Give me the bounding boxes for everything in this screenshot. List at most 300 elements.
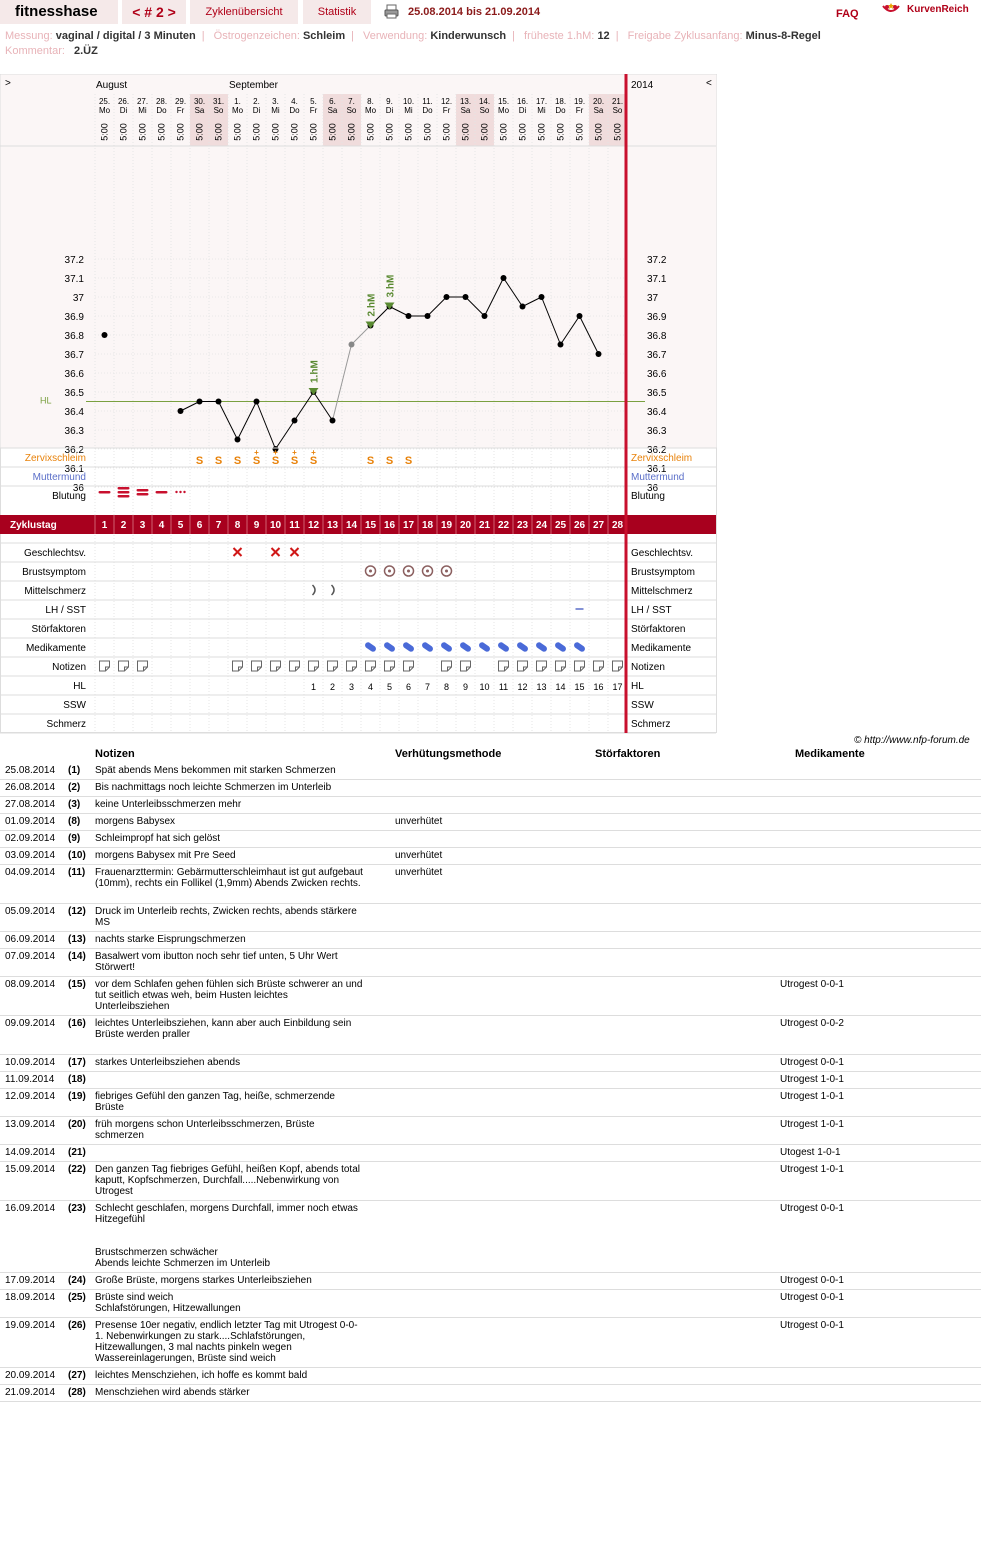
- cycle-day-number: 23: [516, 520, 529, 531]
- breast-symptom-dot: [445, 570, 448, 573]
- measurement-info: Messung: vaginal / digital / 3 Minuten | Östrogenzeichen: Schleim | Verwendung: Kinderwunsch | früheste 1.hM: 12 | Freigabe Zyklusanfang: Minus-8-Regel: [5, 30, 821, 42]
- day-date: 13.: [459, 97, 472, 106]
- measurement-time: 5:00: [479, 123, 490, 141]
- note-medication: Utrogest 0-0-1: [780, 1057, 844, 1068]
- note-date: 03.09.2014: [5, 850, 56, 861]
- row-label-right: Brustsymptom: [631, 567, 695, 578]
- cervix-symbol: S: [233, 455, 242, 467]
- day-date: 26.: [117, 97, 130, 106]
- day-weekday: Di: [385, 106, 394, 115]
- note-text: leichtes Unterleibsziehen, kann aber auch Einbildung sein Brüste werden praller: [95, 1018, 352, 1040]
- note-row: [0, 1088, 981, 1117]
- measurement-time: 5:00: [270, 123, 281, 141]
- measurement-time: 5:00: [422, 123, 433, 141]
- measurement-time: 5:00: [555, 123, 566, 141]
- temp-point: [292, 418, 298, 424]
- cycle-day-number: 17: [402, 520, 415, 531]
- note-cycle-day: (17): [68, 1057, 86, 1068]
- temp-point: [330, 418, 336, 424]
- measurement-time: 5:00: [498, 123, 509, 141]
- day-date: 28.: [155, 97, 168, 106]
- day-weekday: Do: [156, 106, 167, 115]
- temp-point: [197, 399, 203, 405]
- month-label: August: [96, 80, 128, 91]
- measurement-time: 5:00: [156, 123, 167, 141]
- temp-tick-right: 36.6: [647, 369, 667, 380]
- note-cycle-day: (2): [68, 782, 81, 793]
- day-weekday: Do: [422, 106, 433, 115]
- measurement-time: 5:00: [460, 123, 471, 141]
- freigabe-label: Freigabe Zyklusanfang:: [627, 30, 743, 42]
- measurement-time: 5:00: [346, 123, 357, 141]
- oestrogen-value: Schleim: [302, 30, 346, 42]
- cervix-plus: +: [292, 448, 297, 457]
- day-date: 6.: [329, 97, 336, 106]
- row-label-right: Schmerz: [631, 719, 671, 730]
- note-row: [0, 976, 981, 1016]
- note-row: [0, 1367, 981, 1385]
- note-row: [0, 1161, 981, 1201]
- row-label-right: Muttermund: [631, 472, 685, 483]
- note-cycle-day: (1): [68, 765, 81, 776]
- temp-tick-left: 36: [72, 483, 84, 494]
- notes-header-verhuetung: Verhütungsmethode: [395, 748, 502, 760]
- note-row: [0, 903, 981, 932]
- temp-tick-left: 36.4: [64, 407, 84, 418]
- cycle-chart: [0, 74, 720, 734]
- note-date: 04.09.2014: [5, 867, 56, 878]
- temp-tick-right: 36.2: [647, 445, 667, 456]
- day-weekday: Fr: [575, 106, 584, 115]
- measurement-time: 5:00: [441, 123, 452, 141]
- note-text: Menschziehen wird abends stärker: [95, 1387, 250, 1398]
- note-text: morgens Babysex mit Pre Seed: [95, 850, 236, 861]
- temp-point: [577, 313, 583, 319]
- note-row: [0, 864, 981, 904]
- note-row: [0, 1054, 981, 1072]
- temp-tick-right: 36.9: [647, 312, 667, 323]
- day-date: 30.: [193, 97, 206, 106]
- cycle-day-label: Zyklustag: [10, 520, 57, 531]
- temp-tick-left: 37.2: [64, 255, 84, 266]
- kurvenreich-link[interactable]: KurvenReich: [907, 4, 969, 15]
- day-date: 31.: [212, 97, 225, 106]
- row-label-left: Störfaktoren: [31, 624, 86, 635]
- note-cycle-day: (23): [68, 1203, 86, 1214]
- note-text: Druck im Unterleib rechts, Zwicken rechts, abends stärkere MS: [95, 906, 357, 928]
- hl-count: 6: [405, 682, 412, 692]
- temp-tick-left: 36.6: [64, 369, 84, 380]
- cervix-symbol: S: [385, 455, 394, 467]
- kurvenreich-logo-icon[interactable]: [881, 2, 901, 18]
- note-date: 17.09.2014: [5, 1275, 56, 1286]
- day-weekday: Mo: [497, 106, 510, 115]
- temp-tick-left: 36.2: [64, 445, 84, 456]
- measurement-time: 5:00: [137, 123, 148, 141]
- temp-tick-left: 37.1: [64, 274, 84, 285]
- day-weekday: Do: [555, 106, 566, 115]
- kommentar-label: Kommentar:: [5, 45, 65, 57]
- temp-point: [501, 275, 507, 281]
- note-medication: Utrogest 1-0-1: [780, 1119, 844, 1130]
- note-cycle-day: (8): [68, 816, 81, 827]
- measurement-time: 5:00: [118, 123, 129, 141]
- note-row: [0, 1144, 981, 1162]
- printer-icon[interactable]: [384, 4, 399, 19]
- day-date: 18.: [554, 97, 567, 106]
- hl-count: 7: [424, 682, 431, 692]
- note-contraception: unverhütet: [395, 850, 443, 861]
- hl-count: 11: [498, 682, 509, 692]
- verwendung-label: Verwendung:: [363, 30, 428, 42]
- breast-symptom-dot: [369, 570, 372, 573]
- cycle-day-number: 5: [177, 520, 184, 531]
- note-date: 18.09.2014: [5, 1292, 56, 1303]
- hl-count: 17: [612, 682, 623, 692]
- row-label-right: HL: [631, 681, 644, 692]
- messung-value: vaginal / digital / 3 Minuten: [55, 30, 196, 42]
- temp-point: [235, 437, 241, 443]
- note-cycle-day: (24): [68, 1275, 86, 1286]
- bleeding-mark: [118, 491, 130, 494]
- note-row: [0, 1289, 981, 1318]
- row-label-right: Notizen: [631, 662, 665, 673]
- note-date: 05.09.2014: [5, 906, 56, 917]
- temp-tick-left: 36.1: [64, 464, 84, 475]
- note-date: 14.09.2014: [5, 1147, 56, 1158]
- note-row: [0, 948, 981, 977]
- temp-tick-right: 37.1: [647, 274, 667, 285]
- measurement-time: 5:00: [194, 123, 205, 141]
- breast-symptom-dot: [407, 570, 410, 573]
- day-date: 15.: [497, 97, 510, 106]
- measurement-time: 5:00: [517, 123, 528, 141]
- faq-link[interactable]: FAQ: [836, 8, 859, 20]
- measurement-time: 5:00: [574, 123, 585, 141]
- temp-point: [463, 294, 469, 300]
- day-date: 20.: [592, 97, 605, 106]
- hl-count: 12: [517, 682, 528, 692]
- bleeding-mark: [137, 489, 149, 492]
- note-date: 15.09.2014: [5, 1164, 56, 1175]
- day-date: 10.: [402, 97, 415, 106]
- tab-statistics[interactable]: Statistik: [303, 0, 371, 24]
- tab-cycles-overview[interactable]: Zyklenübersicht: [190, 0, 298, 24]
- cycle-day-number: 6: [196, 520, 203, 531]
- bleeding-mark: [118, 495, 130, 498]
- note-cycle-day: (9): [68, 833, 81, 844]
- day-weekday: Sa: [194, 106, 205, 115]
- note-cycle-day: (19): [68, 1091, 86, 1102]
- note-cycle-day: (22): [68, 1164, 86, 1175]
- brand-title: fitnesshase: [0, 0, 118, 24]
- temp-point: [520, 304, 526, 310]
- note-date: 27.08.2014: [5, 799, 56, 810]
- note-text: Spät abends Mens bekommen mit starken Schmerzen: [95, 765, 336, 776]
- day-date: 7.: [348, 97, 355, 106]
- cycle-day-number: 7: [215, 520, 222, 531]
- note-text: Schleimpropf hat sich gelöst: [95, 833, 221, 844]
- day-weekday: So: [612, 106, 623, 115]
- note-date: 13.09.2014: [5, 1119, 56, 1130]
- note-row: [0, 830, 981, 848]
- note-date: 19.09.2014: [5, 1320, 56, 1331]
- temp-tick-right: 36.3: [647, 426, 667, 437]
- day-weekday: Fr: [442, 106, 451, 115]
- temp-point: [254, 399, 260, 405]
- day-weekday: Di: [518, 106, 527, 115]
- temp-tick-right: 37.2: [647, 255, 667, 266]
- note-row: [0, 779, 981, 797]
- day-weekday: Mo: [98, 106, 111, 115]
- note-medication: Utrogest 0-0-1: [780, 1275, 844, 1286]
- note-row: [0, 847, 981, 865]
- day-date: 3.: [272, 97, 279, 106]
- day-date: 25.: [98, 97, 111, 106]
- cycle-day-number: 27: [592, 520, 605, 531]
- temp-tick-right: 36.4: [647, 407, 667, 418]
- note-medication: Utrogest 0-0-2: [780, 1018, 844, 1029]
- cycle-day-number: 4: [158, 520, 165, 531]
- temp-tick-left: 36.5: [64, 388, 84, 399]
- note-date: 11.09.2014: [5, 1074, 55, 1085]
- notes-header-stoerfaktoren: Störfaktoren: [595, 748, 661, 760]
- note-medication: Utrogest 0-0-1: [780, 1292, 844, 1303]
- row-label-right: Störfaktoren: [631, 624, 686, 635]
- day-weekday: Mi: [404, 106, 413, 115]
- day-date: 19.: [573, 97, 586, 106]
- hl-count: 10: [479, 682, 490, 692]
- hl-count: 1: [310, 682, 317, 692]
- cervix-symbol: S: [404, 455, 413, 467]
- note-text: fiebriges Gefühl den ganzen Tag, heiße, schmerzende Brüste: [95, 1091, 335, 1113]
- breast-symptom-dot: [426, 570, 429, 573]
- temp-point: [349, 342, 355, 348]
- note-text: Schlecht geschlafen, morgens Durchfall, immer noch etwas Hitzegefühl Brustschmerzen schwächer Abends leichte Schmerzen im Unterleib: [95, 1203, 358, 1269]
- day-date: 29.: [174, 97, 187, 106]
- row-label-right: Geschlechtsv.: [631, 548, 694, 559]
- day-weekday: Fr: [309, 106, 318, 115]
- cycle-day-number: 25: [554, 520, 567, 531]
- day-weekday: Mo: [364, 106, 377, 115]
- cycle-day-number: 8: [234, 520, 241, 531]
- measurement-time: 5:00: [327, 123, 338, 141]
- temp-tick-right: 36.1: [647, 464, 667, 475]
- cycle-day-number: 22: [497, 520, 510, 531]
- day-date: 27.: [136, 97, 149, 106]
- note-row: [0, 1317, 981, 1368]
- cycle-day-number: 28: [611, 520, 624, 531]
- hl-label: HL: [40, 395, 52, 406]
- notes-header-notizen: Notizen: [95, 748, 135, 760]
- bleeding-mark: [99, 491, 111, 494]
- chart-next-button[interactable]: <: [706, 78, 712, 89]
- measurement-time: 5:00: [251, 123, 262, 141]
- note-text: nachts starke Eisprungschmerzen: [95, 934, 246, 945]
- note-row: [0, 1272, 981, 1290]
- cycle-day-number: 2: [120, 520, 127, 531]
- day-weekday: Sa: [327, 106, 338, 115]
- cervix-symbol: S: [366, 455, 375, 467]
- temp-point: [102, 332, 108, 338]
- note-date: 21.09.2014: [5, 1387, 56, 1398]
- hm-value: 12: [597, 30, 610, 42]
- cycle-day-number: 14: [345, 520, 358, 531]
- day-weekday: Sa: [460, 106, 471, 115]
- note-row: [0, 1200, 981, 1273]
- temp-tick-left: 36.9: [64, 312, 84, 323]
- note-cycle-day: (11): [68, 867, 86, 878]
- day-weekday: So: [213, 106, 224, 115]
- temp-tick-right: 36.8: [647, 331, 667, 342]
- cycle-day-number: 9: [253, 520, 260, 531]
- bleeding-spotting: [183, 491, 185, 493]
- note-cycle-day: (16): [68, 1018, 86, 1029]
- date-range: 25.08.2014 bis 21.09.2014: [408, 6, 541, 18]
- cervix-symbol: S: [214, 455, 223, 467]
- note-date: 09.09.2014: [5, 1018, 56, 1029]
- note-row: [0, 1071, 981, 1089]
- temp-tick-right: 37: [647, 293, 659, 304]
- measurement-time: 5:00: [536, 123, 547, 141]
- note-cycle-day: (26): [68, 1320, 86, 1331]
- temp-tick-left: 37: [72, 293, 84, 304]
- day-date: 4.: [291, 97, 298, 106]
- row-label-right: Mittelschmerz: [631, 586, 693, 597]
- note-date: 02.09.2014: [5, 833, 56, 844]
- hm-label: 3.hM: [385, 274, 397, 298]
- cycle-day-number: 18: [421, 520, 434, 531]
- day-date: 14.: [478, 97, 491, 106]
- cervix-symbol: S: [271, 455, 280, 467]
- cervix-symbol: S: [309, 455, 318, 467]
- cycle-day-number: 1: [101, 520, 108, 531]
- note-cycle-day: (3): [68, 799, 81, 810]
- temp-point: [539, 294, 545, 300]
- day-weekday: Fr: [176, 106, 185, 115]
- day-weekday: Sa: [593, 106, 604, 115]
- note-text: früh morgens schon Unterleibsschmerzen, Brüste schmerzen: [95, 1119, 315, 1141]
- kommentar-value: 2.ÜZ: [73, 45, 98, 57]
- note-text: starkes Unterleibsziehen abends: [95, 1057, 241, 1068]
- temp-tick-right: 36: [647, 483, 659, 494]
- measurement-time: 5:00: [384, 123, 395, 141]
- temp-point: [444, 294, 450, 300]
- note-cycle-day: (12): [68, 906, 86, 917]
- measurement-time: 5:00: [403, 123, 414, 141]
- note-cycle-day: (27): [68, 1370, 86, 1381]
- row-label-left: LH / SST: [45, 605, 86, 616]
- day-date: 17.: [535, 97, 548, 106]
- note-date: 08.09.2014: [5, 979, 56, 990]
- bleeding-mark: [118, 487, 130, 490]
- cervix-symbol: S: [252, 455, 261, 467]
- day-weekday: Mi: [271, 106, 280, 115]
- note-date: 06.09.2014: [5, 934, 56, 945]
- verwendung-value: Kinderwunsch: [430, 30, 507, 42]
- note-text: Frauenarzttermin: Gebärmutterschleimhaut ist gut aufgebaut (10mm), rechts ein Follikel (1,9mm) Abends Zwicken rechts.: [95, 867, 363, 889]
- note-text: Basalwert vom ibutton noch sehr tief unten, 5 Uhr Wert Störwert!: [95, 951, 338, 973]
- cycle-day-number: 13: [326, 520, 339, 531]
- bleeding-spotting: [175, 491, 177, 493]
- note-text: Große Brüste, morgens starkes Unterleibsziehen: [95, 1275, 312, 1286]
- note-row: [0, 1015, 981, 1055]
- note-medication: Utrogest 0-0-1: [780, 1203, 844, 1214]
- measurement-time: 5:00: [175, 123, 186, 141]
- day-weekday: Mi: [138, 106, 147, 115]
- temp-tick-left: 36.7: [64, 350, 84, 361]
- notes-header-medikamente: Medikamente: [795, 748, 865, 760]
- day-weekday: Mo: [231, 106, 244, 115]
- note-date: 10.09.2014: [5, 1057, 56, 1068]
- note-text: keine Unterleibsschmerzen mehr: [95, 799, 242, 810]
- note-row: [0, 1384, 981, 1402]
- row-label-right: Zervixschleim: [631, 453, 693, 464]
- chart-prev-button[interactable]: >: [5, 78, 11, 89]
- note-date: 12.09.2014: [5, 1091, 56, 1102]
- row-label-right: LH / SST: [631, 605, 672, 616]
- hl-count: 5: [386, 682, 393, 692]
- note-row: [0, 931, 981, 949]
- note-text: morgens Babysex: [95, 816, 176, 827]
- day-date: 11.: [422, 97, 433, 106]
- temp-point: [596, 351, 602, 357]
- day-date: 5.: [310, 97, 317, 106]
- cycle-day-number: 15: [364, 520, 377, 531]
- row-label-left: Brustsymptom: [22, 567, 86, 578]
- cycle-day-number: 10: [269, 520, 282, 531]
- day-date: 1.: [234, 97, 241, 106]
- hl-count: 16: [593, 682, 604, 692]
- measurement-time: 5:00: [232, 123, 243, 141]
- messung-label: Messung:: [5, 30, 53, 42]
- day-weekday: So: [479, 106, 490, 115]
- note-text: vor dem Schlafen gehen fühlen sich Brüste schwerer an und tut seitlich etwas weh, beim Husten leichtes Unterleibsziehen: [95, 979, 363, 1012]
- temp-tick-right: 36.7: [647, 350, 667, 361]
- cycle-nav-button[interactable]: < # 2 >: [122, 0, 186, 24]
- row-label-left: SSW: [63, 700, 86, 711]
- cervix-symbol: S: [195, 455, 204, 467]
- note-cycle-day: (25): [68, 1292, 86, 1303]
- temp-point: [178, 408, 184, 414]
- row-label-left: Schmerz: [46, 719, 86, 730]
- temp-tick-left: 36.3: [64, 426, 84, 437]
- cycle-day-number: 16: [383, 520, 396, 531]
- day-date: 21.: [611, 97, 624, 106]
- note-medication: Utogest 1-0-1: [780, 1147, 841, 1158]
- measurement-time: 5:00: [593, 123, 604, 141]
- temp-tick-right: 36.5: [647, 388, 667, 399]
- hl-count: 3: [348, 682, 355, 692]
- note-medication: Utrogest 1-0-1: [780, 1091, 844, 1102]
- cervix-symbol: S: [290, 455, 299, 467]
- day-date: 16.: [516, 97, 529, 106]
- comment-info: [5, 45, 98, 57]
- cervix-plus: +: [311, 448, 316, 457]
- hl-count: 2: [329, 682, 336, 692]
- temp-point: [558, 342, 564, 348]
- note-row: [0, 813, 981, 831]
- temp-tick-left: 36.8: [64, 331, 84, 342]
- cycle-day-number: 19: [440, 520, 453, 531]
- day-date: 9.: [386, 97, 393, 106]
- note-cycle-day: (18): [68, 1074, 86, 1085]
- note-date: 25.08.2014: [5, 765, 56, 776]
- temp-point: [482, 313, 488, 319]
- row-label-left: Mittelschmerz: [24, 586, 86, 597]
- day-weekday: Mi: [537, 106, 546, 115]
- note-cycle-day: (13): [68, 934, 86, 945]
